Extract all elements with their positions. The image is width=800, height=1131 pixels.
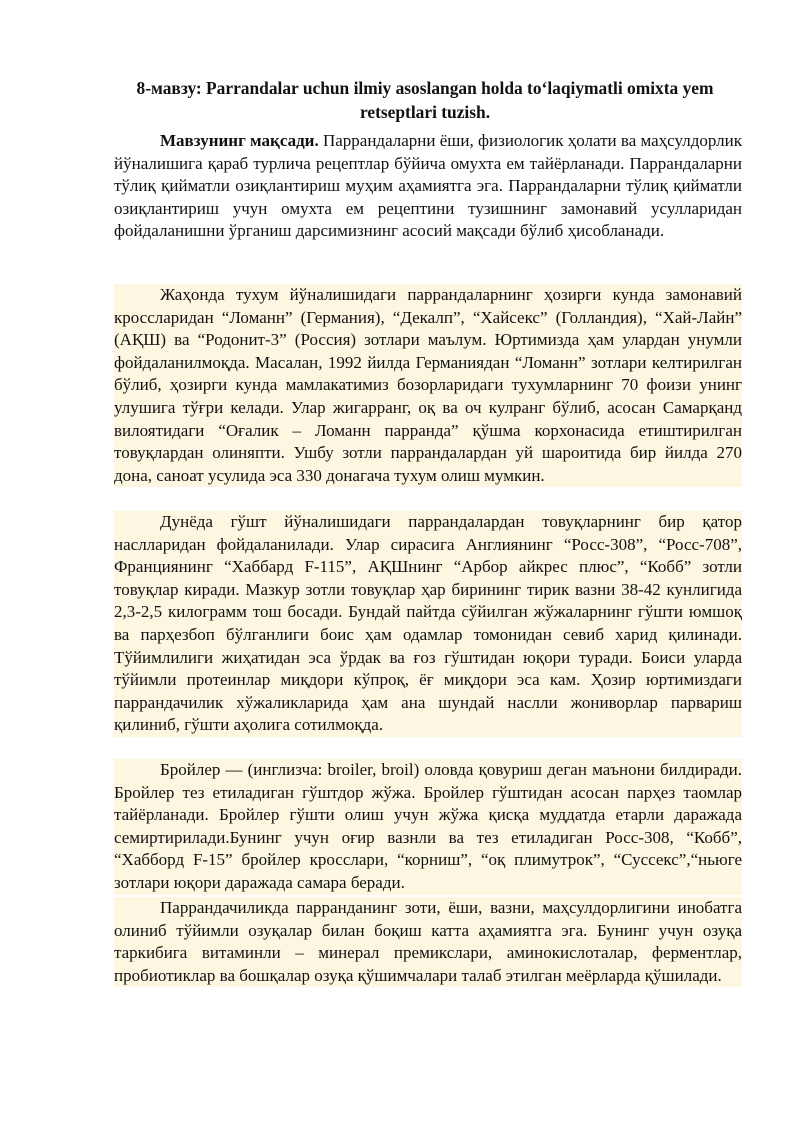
paragraph-text: Бройлер — (инглизча: broiler, broil) оловда қовуриш деган маънони билдиради. Бройлер тез етиладиган гўштдор жўжа. Бройлер гўштидан асосан парҳез таомлар тайёрланади. Бройлер гўшти олиш учун жўжа қисқа муддатда етарли даражада семиртирилади.Бунинг учун оғир вазнли ва тез етиладиган Росс-308, “Кобб”, “Хабборд F-15” бройлер кросслари, “корниш”, “оқ плимутрок”, “Суссекс”,“ньюге зотлари юқори даражада самара беради. bbox=[114, 760, 742, 892]
paragraph-meat-breeds bbox=[114, 511, 742, 737]
paragraph-text: Жаҳонда тухум йўналишидаги паррандаларнинг ҳозирги кунда замонавий кроссларидан “Ломанн” (Германия), “Декалп”, “Хайсекс” (Голландия), “Хай-Лайн” (АҚШ) ва “Родонит-3” (Россия) зотлари маълум. Юртимизда ҳам улардан унумли фойдаланилмоқда. Масалан, 1992 йилда Германиядан “Ломанн” зотлари келтирилган бўлиб, ҳозирги кунда мамлакатимиз бозорларидаги тухумларнинг 70 фоизи унинг улушига тўғри келади. Улар жигарранг, оқ ва оч кулранг бўлиб, асосан Самарқанд вилоятидаги “Оғалик – Ломанн парранда” қўшма корхонасида етиштирилган товуқлардан олиняпти. Ушбу зотли паррандалардан уй шароитида бир йилда 270 дона, саноат усулида эса 330 донагача тухум олиш мумкин. bbox=[114, 285, 742, 485]
paragraph-broiler bbox=[114, 759, 742, 895]
paragraph-layer-breeds bbox=[114, 284, 742, 487]
goal-text: Паррандаларни ёши, физиологик ҳолати ва маҳсулдорлик йўналишига қараб турлича рецептлар бўйича омухта ем тайёрланади. Паррандаларни тўлиқ қийматли озиқлантириш муҳим аҳамиятга эга. Паррандаларни тўлиқ қийматли озиқлантириш учун омухта ем рецептини тузишнинг замонавий усулларидан фойдаланишни ўрганиш дарсимизнинг асосий мақсади бўлиб ҳисобланади. bbox=[114, 131, 743, 241]
title-line-1: 8-мавзу: Parrandalar uchun ilmiy asoslangan holda toʻlaqiymatli omixta yem bbox=[136, 78, 714, 98]
goal-paragraph bbox=[114, 130, 742, 243]
title-line-2: retseptlari tuzish. bbox=[359, 102, 491, 122]
paragraph-text: Дунёда гўшт йўналишидаги паррандалардан товуқларнинг бир қатор наслларидан фойдаланилади. Улар сирасига Англиянинг “Росс-308”, “Росс-708”, Франциянинг “Хаббард F-115”, АҚШнинг “Арбор айкрес плюс”, “Кобб” зотли товуқлар киради. Мазкур зотли товуқлар ҳар бирининг тирик вазни 38-42 кунлигида 2,3-2,5 килограмм тош босади. Бундай пайтда сўйилган жўжаларнинг гўшти юмшоқ ва парҳезбоп бўлганлиги боис ҳам одамлар томонидан севиб харид қилинади. Тўйимлилиги жиҳатидан эса ўрдак ва ғоз гўштидан юқори туради. Боиси уларда тўйимли протеинлар миқдори кўпроқ, ёғ миқдори эса кам. Ҳозир юртимиздаги паррандачилик хўжаликларида ҳам ана шундай наслли жониворлар парвариш қилиниб, гўшти аҳолига сотилмоқда. bbox=[114, 512, 742, 735]
paragraph-text: Паррандачиликда парранданинг зоти, ёши, вазни, маҳсулдорлигини инобатга олиниб тўйимли озуқалар билан боқиш катта аҳамиятга эга. Бунинг учун озуқа таркибига витаминли – минерал премикслари, аминокислоталар, ферментлар, пробиотиклар ва бошқалар озуқа қўшимчалари талаб этилган меёрларда қўшилади. bbox=[114, 898, 742, 985]
paragraph-feeding bbox=[114, 897, 742, 987]
page-title bbox=[100, 76, 750, 124]
goal-label: Мавзунинг мақсади. bbox=[160, 131, 319, 150]
